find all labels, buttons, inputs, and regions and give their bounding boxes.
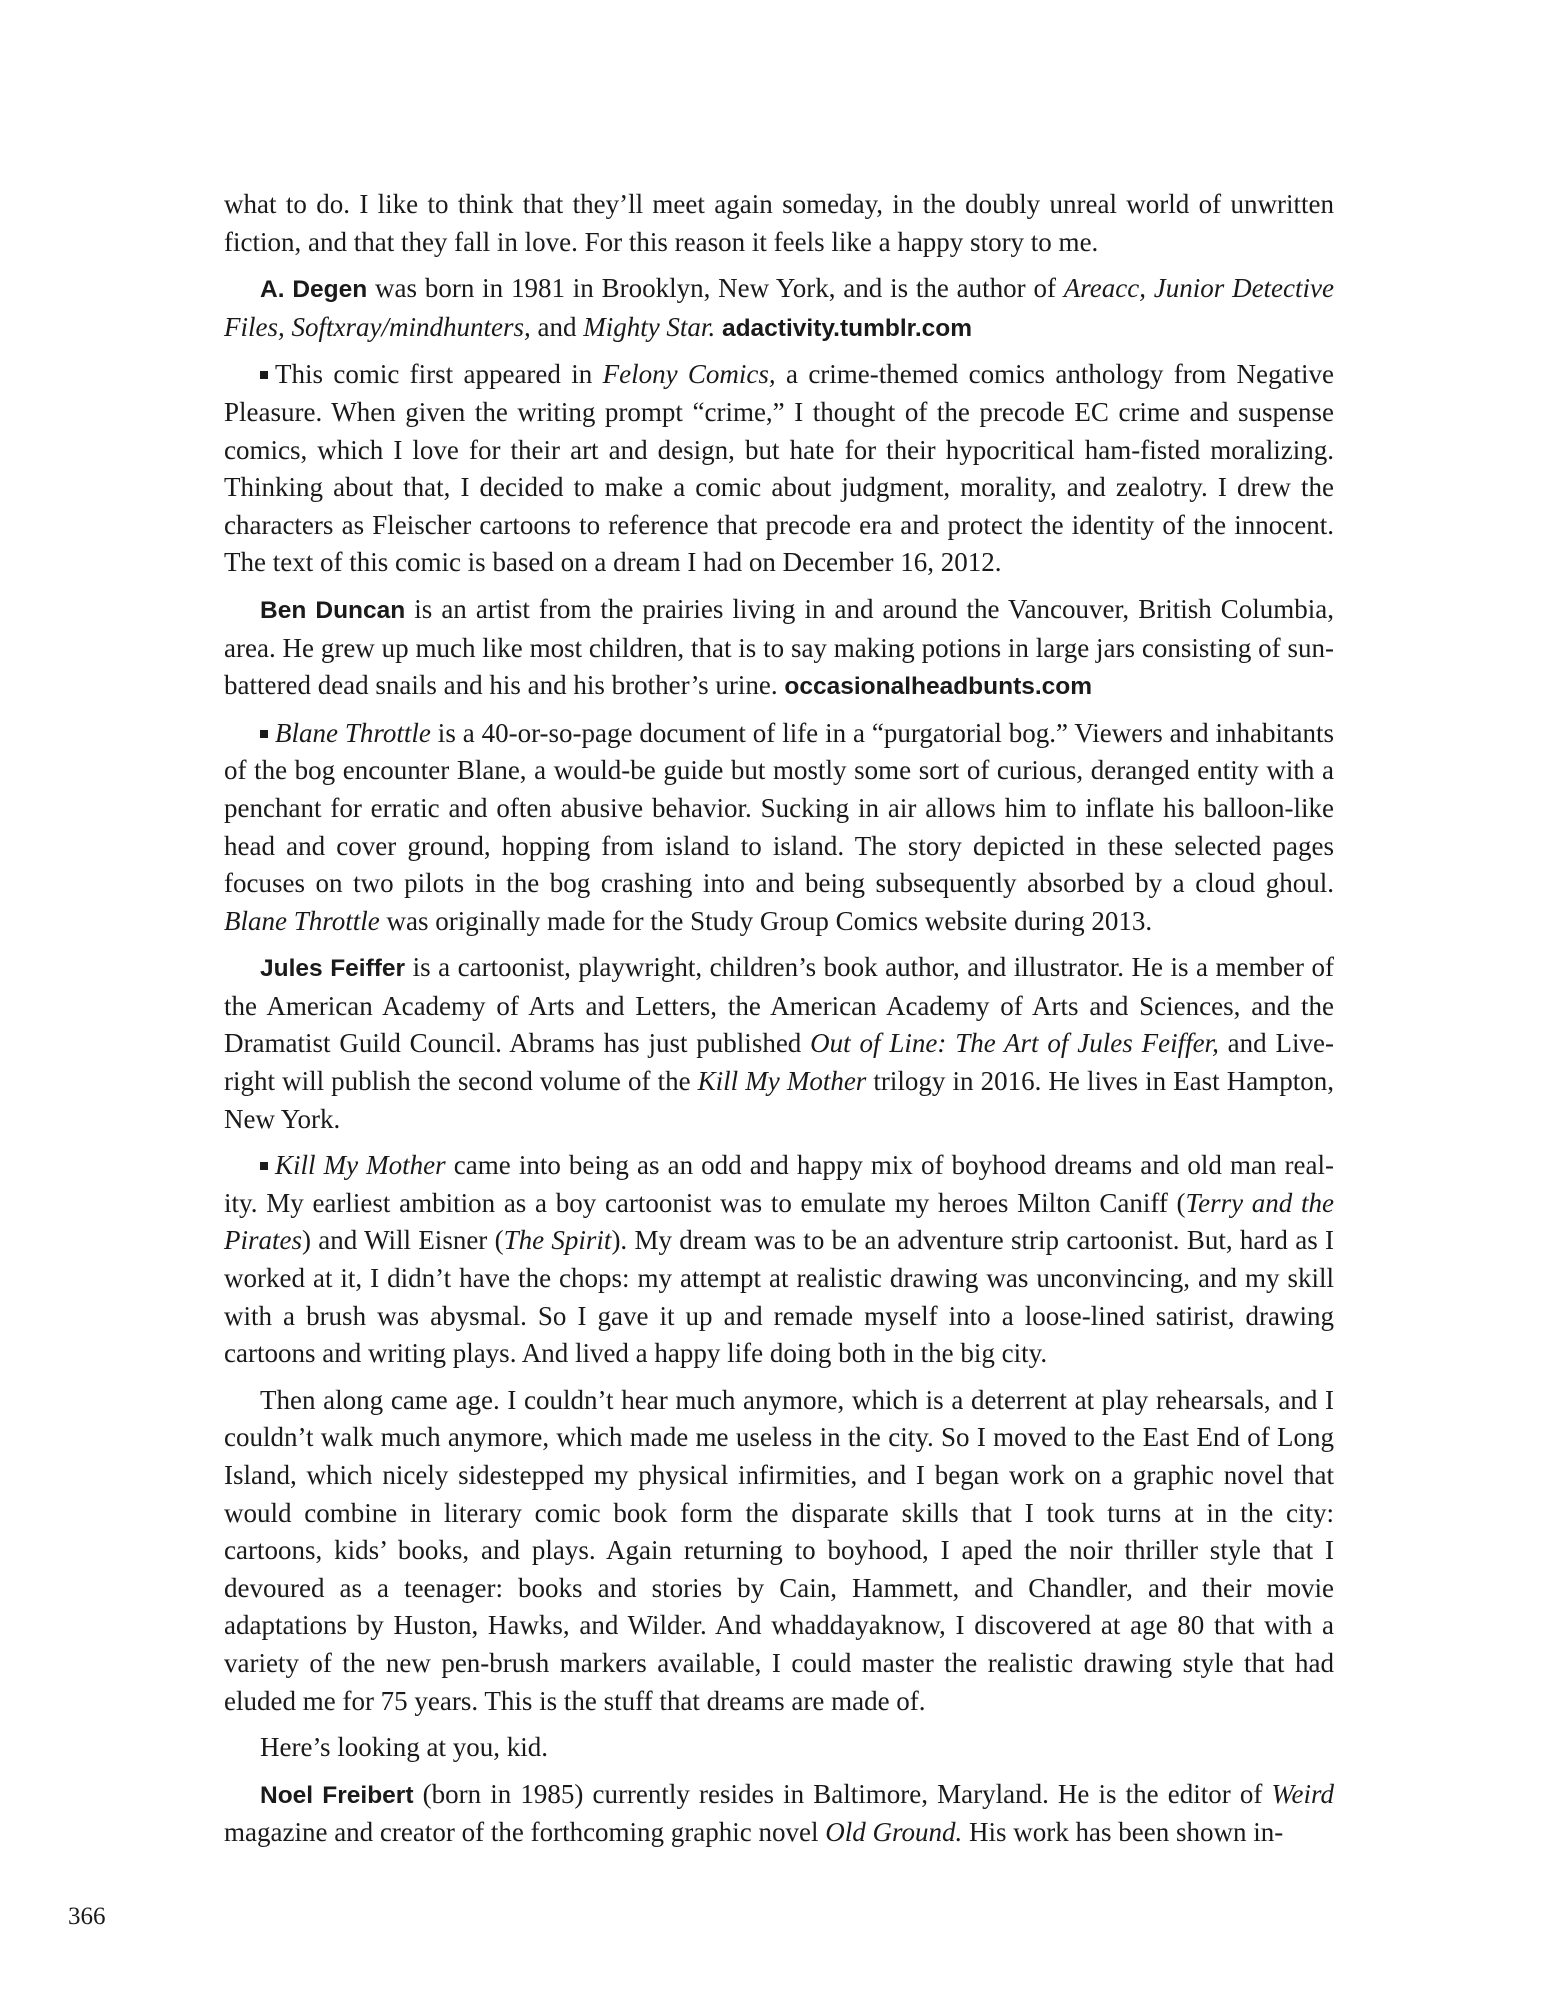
bio-jules-feiffer: Jules Feiffer is a cartoonist, playwright, children’s book author, and illustrator. He is a member of the American Academy of Arts and Letters, the American Academy of Arts and Sciences, and the Dramatist Guild Council. Abrams has just published Out of Line: The Art of Jules Feiffer, and Liveright will publish the second volume of the Kill My Mother trilogy in 2016. He lives in East Hampton, New York. xyxy=(224,952,1334,1134)
note-jules-feiffer-cont: Then along came age. I couldn’t hear much anymore, which is a deterrent at play rehearsals, and I couldn’t walk much anymore, which made me useless in the city. So I moved to the East End of Long Island, which nicely sidestepped my physical infirmities, and I began work on a graphic novel that would combine in literary comic book form the disparate skills that I took turns at in the city: cartoons, kids’ books, and plays. Again returning to boyhood, I aped the noir thriller style that I devoured as a teenager: books and stories by Cain, Hammett, and Chandler, and their movie adaptations by Huston, Hawks, and Wilder. And whaddayaknow, I discovered at age 80 that with a variety of the new pen-brush markers available, I could master the realistic drawing style that had eluded me for 75 years. This is the stuff that dreams are made of. xyxy=(224,1384,1334,1716)
square-bullet-icon xyxy=(260,1162,268,1170)
square-bullet-icon xyxy=(260,730,268,738)
contributor-url[interactable]: occasionalheadbunts.com xyxy=(784,673,1093,701)
continued-paragraph: what to do. I like to think that they’ll meet again someday, in the doubly unreal world of unwritten fiction, and that they fall in love. For this reason it feels like a happy story to me. xyxy=(224,189,1334,257)
contributor-name: Ben Duncan xyxy=(260,596,406,624)
bio-ben-duncan: Ben Duncan is an artist from the prairies living in and around the Vancouver, British Columbia, area. He grew up much like most children, that is to say making potions in large jars consisting of sun-battered dead snails and his and his brother’s urine. occasionalheadbunts.com xyxy=(224,593,1335,701)
page-number: 366 xyxy=(68,1903,106,1930)
bio-a-degen: A. Degen was born in 1981 in Brooklyn, New York, and is the author of Areacc, Junior Detective Files, Softxray/mindhunters, and Mighty Star. adactivity.tumblr.com xyxy=(224,273,1334,342)
bio-noel-freibert: Noel Freibert (born in 1985) currently resides in Baltimore, Maryland. He is the editor of Weird magazine and creator of the forthcoming graphic novel Old Ground. His work has been shown in- xyxy=(224,1778,1334,1848)
contributor-url[interactable]: adactivity.tumblr.com xyxy=(721,314,973,342)
square-bullet-icon xyxy=(260,371,268,379)
contributor-name: A. Degen xyxy=(260,276,368,304)
note-a-degen: This comic first appeared in Felony Comics, a crime-themed comics anthology from Negative Pleasure. When given the writing prompt “crime,” I thought of the precode EC crime and suspense comics, which I love for their art and design, but hate for their hypocritical ham-fisted moralizing. Thinking about that, I decided to make a comic about judgment, morality, and zealotry. I drew the characters as Fleischer cartoons to reference that precode era and protect the identity of the innocent. The text of this comic is based on a dream I had on December 16, 2012. xyxy=(224,359,1334,578)
page-text-column xyxy=(224,186,1334,1861)
note-ben-duncan: Blane Throttle is a 40-or-so-page document of life in a “purgatorial bog.” Viewers and inhabitants of the bog encounter Blane, a would-be guide but mostly some sort of curious, deranged entity with a penchant for erratic and often abusive behavior. Sucking in air allows him to inflate his balloon-like head and cover ground, hopping from island to island. The story depicted in these selected pages focuses on two pilots in the bog crashing into and being subsequently absorbed by a cloud ghoul. Blane Throttle was originally made for the Study Group Comics website during 2013. xyxy=(224,717,1334,936)
contributor-name: Noel Freibert xyxy=(260,1781,414,1809)
note-jules-feiffer: Kill My Mother came into being as an odd and happy mix of boyhood dreams and old man reality. My earliest ambition as a boy cartoonist was to emulate my heroes Milton Caniff (Terry and the Pirates) and Will Eisner (The Spirit). My dream was to be an adventure strip cartoonist. But, hard as I worked at it, I didn’t have the chops: my attempt at realistic drawing was unconvincing, and my skill with a brush was abysmal. So I gave it up and remade myself into a loose-lined satirist, drawing cartoons and writing plays. And lived a happy life doing both in the big city. xyxy=(224,1150,1334,1369)
note-jules-feiffer-closing: Here’s looking at you, kid. xyxy=(260,1732,548,1763)
contributor-name: Jules Feiffer xyxy=(260,955,406,983)
